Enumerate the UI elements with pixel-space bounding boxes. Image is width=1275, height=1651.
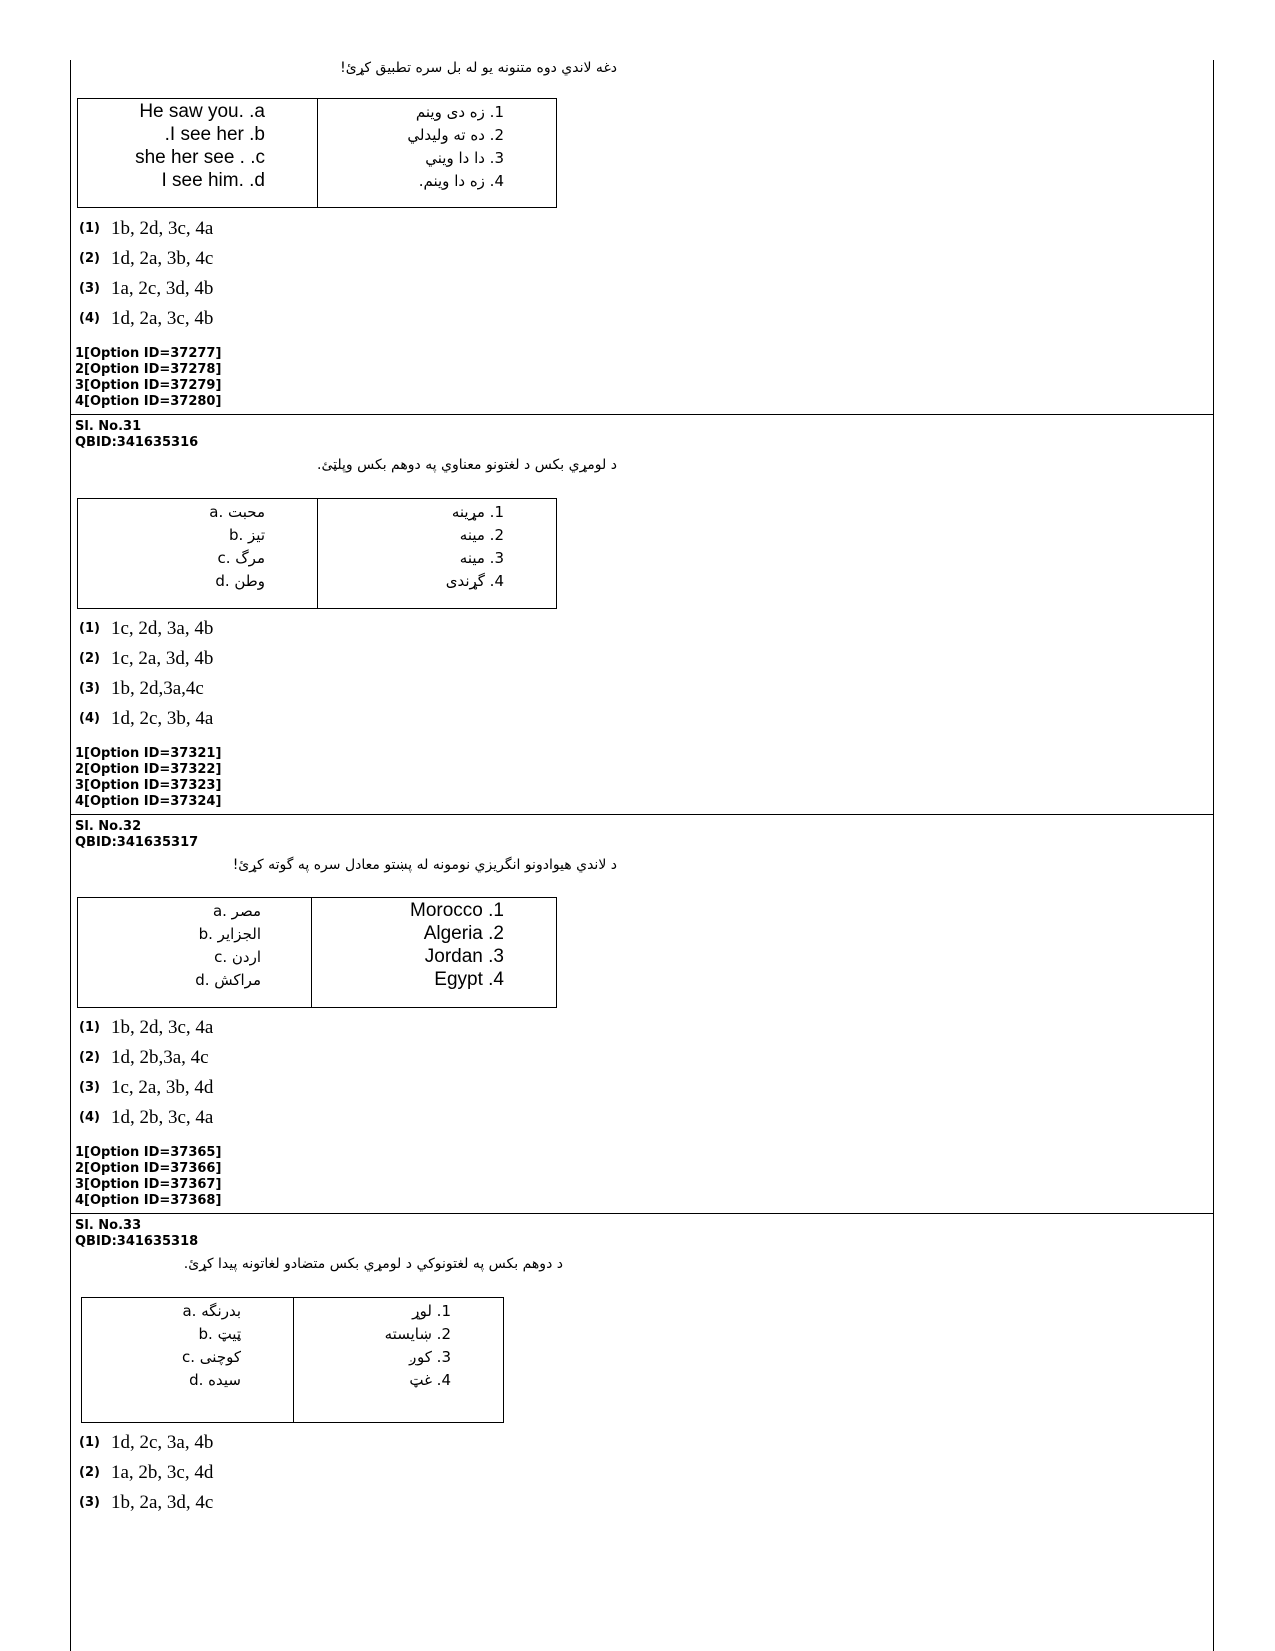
- option-number: (2): [79, 251, 100, 266]
- option-item[interactable]: [79, 214, 213, 244]
- matching-item: 1. مړينه: [451, 503, 504, 521]
- option-id: 1[Option ID=37321]: [75, 746, 222, 761]
- matching-item: 2. مينه: [459, 526, 504, 544]
- matching-right-column: [318, 99, 556, 207]
- question-instruction: د لومړي بکس د لغتونو معناوي په دوهم بکس وپلټئ.: [317, 457, 617, 473]
- serial-number: Sl. No.31: [75, 419, 142, 434]
- options-list: [79, 214, 213, 334]
- option-item[interactable]: [79, 1073, 213, 1103]
- option-ids: [75, 1145, 221, 1209]
- matching-item: 3. کوږ: [409, 1348, 451, 1366]
- serial-number: Sl. No.32: [75, 819, 142, 834]
- option-id: 2[Option ID=37366]: [75, 1161, 222, 1176]
- matching-left-column: [82, 1298, 294, 1422]
- question-meta: [75, 819, 198, 851]
- matching-item: 1. لوړ: [412, 1302, 451, 1320]
- option-number: (3): [79, 1495, 100, 1510]
- option-id: 4[Option ID=37280]: [75, 394, 222, 409]
- option-value: 1b, 2d,3a,4c: [111, 678, 204, 699]
- matching-item: a. محبت: [209, 503, 265, 521]
- option-number: (2): [79, 1465, 100, 1480]
- matching-item: Morocco .1: [410, 900, 504, 921]
- matching-item: .I see her .b: [164, 124, 265, 145]
- option-id: 3[Option ID=37279]: [75, 378, 222, 393]
- option-value: 1d, 2c, 3b, 4a: [111, 708, 214, 729]
- option-value: 1c, 2a, 3b, 4d: [111, 1077, 214, 1098]
- option-value: 1a, 2b, 3c, 4d: [111, 1462, 214, 1483]
- matching-right-column: [312, 898, 556, 1007]
- matching-table: [77, 498, 557, 609]
- option-number: (2): [79, 1050, 100, 1065]
- question-separator: [71, 1213, 1213, 1214]
- option-number: (3): [79, 1080, 100, 1095]
- option-item[interactable]: [79, 1043, 213, 1073]
- qbid: QBID:341635317: [75, 835, 199, 850]
- option-item[interactable]: [79, 704, 213, 734]
- option-number: (4): [79, 1110, 100, 1125]
- option-item[interactable]: [79, 674, 213, 704]
- matching-item: d. وطن: [215, 572, 265, 590]
- matching-right-column: [294, 1298, 503, 1422]
- option-id: 1[Option ID=37277]: [75, 346, 222, 361]
- option-id: 3[Option ID=37367]: [75, 1177, 222, 1192]
- option-item[interactable]: [79, 614, 213, 644]
- qbid: QBID:341635316: [75, 435, 199, 450]
- matching-item: b. تيز: [228, 526, 265, 544]
- option-value: 1d, 2b, 3c, 4a: [111, 1107, 214, 1128]
- question-meta: [75, 419, 198, 451]
- matching-left-column: [78, 499, 318, 608]
- option-number: (1): [79, 1020, 100, 1035]
- serial-number: Sl. No.33: [75, 1218, 142, 1233]
- option-value: 1d, 2a, 3c, 4b: [111, 308, 214, 329]
- option-number: (4): [79, 311, 100, 326]
- question-separator: [71, 414, 1213, 415]
- option-number: (1): [79, 1435, 100, 1450]
- option-value: 1d, 2b,3a, 4c: [111, 1047, 209, 1068]
- matching-table: [77, 897, 557, 1008]
- matching-item: Algeria .2: [423, 923, 504, 944]
- option-value: 1c, 2a, 3d, 4b: [111, 648, 214, 669]
- matching-item: 4. غټ: [409, 1371, 451, 1389]
- option-id: 4[Option ID=37368]: [75, 1193, 222, 1208]
- option-number: (1): [79, 621, 100, 636]
- matching-item: c. اردن: [214, 948, 261, 966]
- option-item[interactable]: [79, 644, 213, 674]
- option-value: 1b, 2a, 3d, 4c: [111, 1492, 214, 1513]
- option-value: 1a, 2c, 3d, 4b: [111, 278, 214, 299]
- question-separator: [71, 814, 1213, 815]
- matching-item: Egypt .4: [434, 969, 504, 990]
- matching-left-column: [78, 898, 312, 1007]
- page-frame: [70, 60, 1214, 1651]
- option-item[interactable]: [79, 244, 213, 274]
- option-number: (2): [79, 651, 100, 666]
- option-id: 3[Option ID=37323]: [75, 778, 222, 793]
- matching-item: 2. ده ته وليدلي: [407, 126, 504, 144]
- matching-left-column: [78, 99, 318, 207]
- option-id: 4[Option ID=37324]: [75, 794, 222, 809]
- option-id: 2[Option ID=37278]: [75, 362, 222, 377]
- option-item[interactable]: [79, 1013, 213, 1043]
- matching-item: 4. گړندی: [445, 572, 504, 590]
- option-item[interactable]: [79, 304, 213, 334]
- option-item[interactable]: [79, 1428, 213, 1458]
- option-item[interactable]: [79, 1458, 213, 1488]
- option-number: (3): [79, 281, 100, 296]
- matching-item: b. الجزاير: [198, 925, 261, 943]
- option-value: 1d, 2a, 3b, 4c: [111, 248, 214, 269]
- matching-table: [77, 98, 557, 208]
- option-number: (3): [79, 681, 100, 696]
- matching-item: 4. زه دا وينم.: [418, 172, 504, 190]
- option-id: 2[Option ID=37322]: [75, 762, 222, 777]
- matching-item: d. سيده: [189, 1371, 241, 1389]
- matching-item: she her see . .c: [135, 147, 265, 168]
- options-list: [79, 1428, 213, 1518]
- question-meta: [75, 1218, 198, 1250]
- matching-item: c. کوچنی: [182, 1348, 241, 1366]
- matching-item: Jordan .3: [424, 946, 504, 967]
- matching-item: 2. ښايسته: [384, 1325, 451, 1343]
- matching-item: 1. زه دی وينم: [415, 103, 504, 121]
- matching-item: a. مصر: [212, 902, 261, 920]
- matching-table: [81, 1297, 504, 1423]
- option-ids: [75, 746, 221, 810]
- options-list: [79, 1013, 213, 1133]
- options-list: [79, 614, 213, 734]
- option-number: (1): [79, 221, 100, 236]
- option-item[interactable]: [79, 1103, 213, 1133]
- option-id: 1[Option ID=37365]: [75, 1145, 222, 1160]
- question-instruction: د لاندي هيوادونو انگريزي نومونه له پښتو معادل سره په گوته کړئ!: [232, 857, 617, 873]
- question-instruction: دغه لاندي دوه متنونه يو له بل سره تطبيق کړئ!: [340, 60, 617, 76]
- matching-item: 3. مينه: [459, 549, 504, 567]
- matching-item: I see him. .d: [161, 170, 265, 191]
- matching-item: c. مرگ: [217, 549, 265, 567]
- matching-item: 3. دا دا ويني: [425, 149, 504, 167]
- option-item[interactable]: [79, 1488, 213, 1518]
- option-item[interactable]: [79, 274, 213, 304]
- matching-item: d. مراکش: [195, 971, 261, 989]
- matching-item: b. ټيټ: [198, 1325, 241, 1343]
- qbid: QBID:341635318: [75, 1234, 199, 1249]
- option-number: (4): [79, 711, 100, 726]
- option-value: 1d, 2c, 3a, 4b: [111, 1432, 214, 1453]
- option-value: 1c, 2d, 3a, 4b: [111, 618, 214, 639]
- matching-right-column: [318, 499, 556, 608]
- matching-item: He saw you. .a: [139, 101, 265, 122]
- option-value: 1b, 2d, 3c, 4a: [111, 1017, 214, 1038]
- question-instruction: د دوهم بکس په لغتونوکي د لومړي بکس متضادو لغاتونه پيدا کړئ.: [183, 1256, 563, 1272]
- matching-item: a. بدرنگه: [182, 1302, 241, 1320]
- option-ids: [75, 346, 221, 410]
- option-value: 1b, 2d, 3c, 4a: [111, 218, 214, 239]
